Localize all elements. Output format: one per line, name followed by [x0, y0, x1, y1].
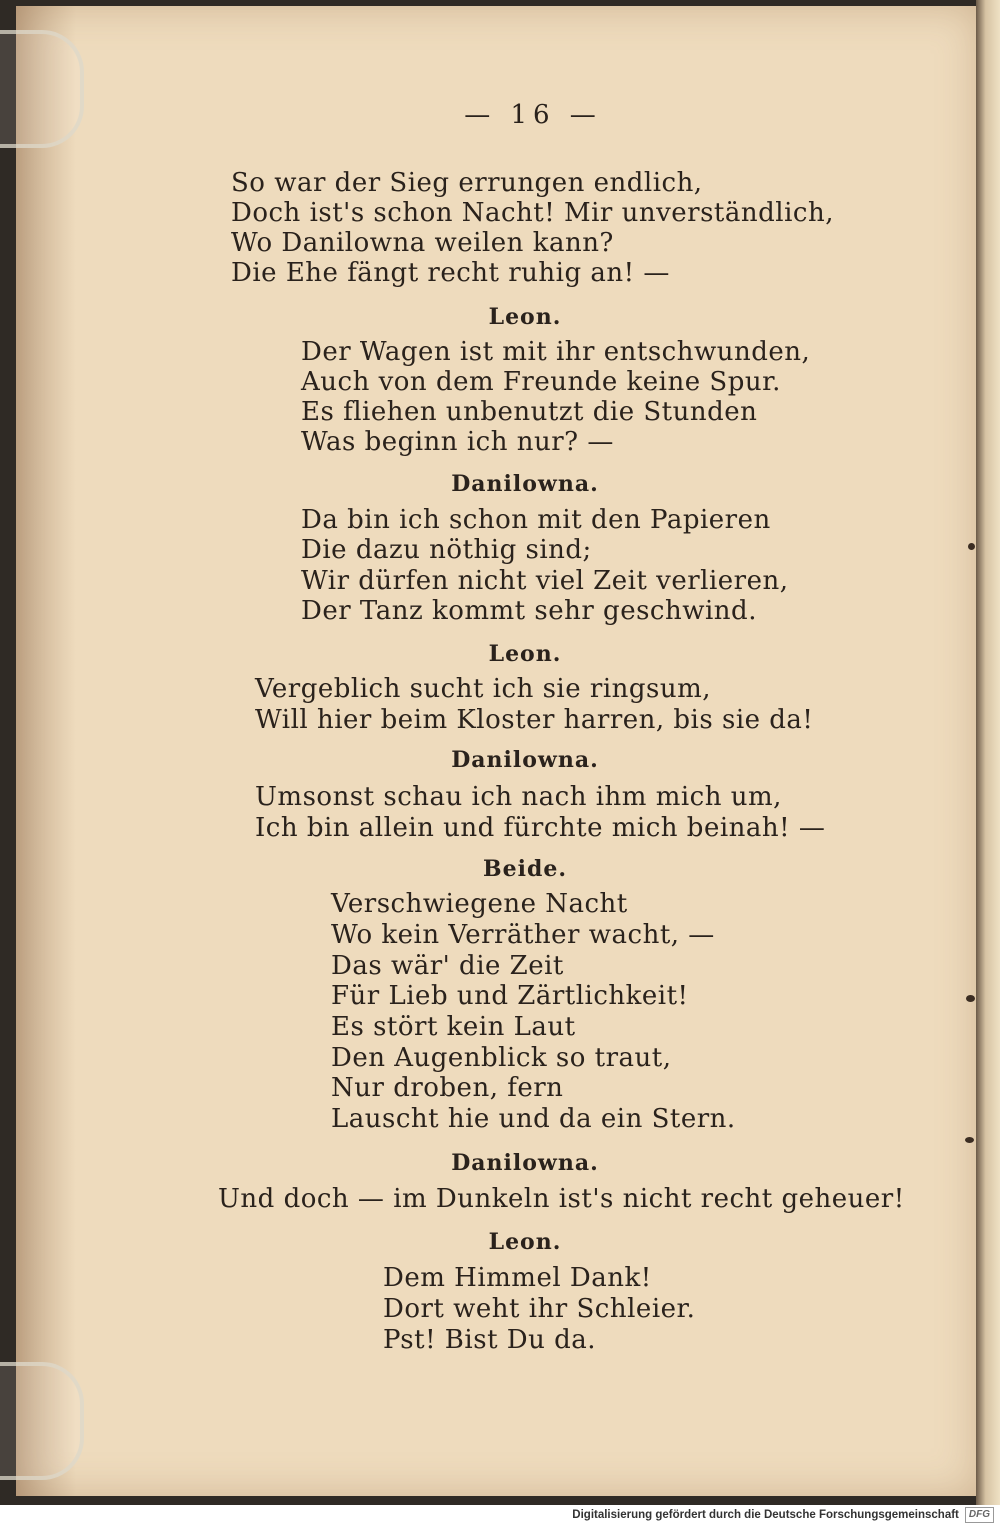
verse-line: Wo Danilowna weilen kann?	[231, 228, 614, 258]
verse-line: Die Ehe fängt recht ruhig an! —	[231, 258, 670, 288]
verse-line: Da bin ich schon mit den Papieren	[301, 505, 771, 535]
verse-line: Was beginn ich nur? —	[301, 427, 614, 457]
verse-line: Das wär' die Zeit	[331, 951, 564, 981]
page-number: — 16 —	[464, 100, 602, 130]
verse-line: Die dazu nöthig sind;	[301, 535, 592, 565]
binder-clip-top	[0, 30, 84, 148]
binder-clip-bottom	[0, 1362, 84, 1480]
ink-speck	[968, 543, 975, 550]
speaker-heading: Danilowna.	[451, 1150, 599, 1176]
verse-line: Vergeblich sucht ich sie ringsum,	[255, 674, 712, 704]
ink-speck	[965, 1137, 974, 1143]
verse-line: Auch von dem Freunde keine Spur.	[301, 367, 781, 397]
speaker-heading: Danilowna.	[451, 471, 599, 497]
verse-line: Doch ist's schon Nacht! Mir unverständlich,	[231, 198, 834, 228]
footer-text: Digitalisierung gefördert durch die Deutsche Forschungsgemeinschaft	[572, 1509, 959, 1521]
verse-line: Ich bin allein und fürchte mich beinah! —	[255, 813, 826, 843]
dfg-logo: DFG	[965, 1507, 994, 1523]
speaker-heading: Danilowna.	[451, 747, 599, 773]
verse-line: Pst! Bist Du da.	[383, 1325, 597, 1355]
verse-line: Will hier beim Kloster harren, bis sie da!	[255, 705, 814, 735]
speaker-heading: Leon.	[488, 1229, 562, 1255]
verse-line: So war der Sieg errungen endlich,	[231, 168, 703, 198]
speaker-heading: Leon.	[488, 304, 562, 330]
funding-footer	[572, 1507, 994, 1523]
ink-speck	[966, 995, 975, 1002]
verse-line: Der Wagen ist mit ihr entschwunden,	[301, 337, 811, 367]
speaker-heading: Beide.	[483, 856, 567, 882]
verse-line: Nur droben, fern	[331, 1073, 564, 1103]
verse-line: Wir dürfen nicht viel Zeit verlieren,	[301, 566, 789, 596]
verse-line: Verschwiegene Nacht	[331, 889, 628, 919]
verse-line: Lauscht hie und da ein Stern.	[331, 1104, 736, 1134]
verse-line: Dort weht ihr Schleier.	[383, 1294, 696, 1324]
verse-line: Umsonst schau ich nach ihm mich um,	[255, 782, 782, 812]
verse-line: Es stört kein Laut	[331, 1012, 576, 1042]
verse-line: Wo kein Verräther wacht, —	[331, 920, 715, 950]
verse-line: Für Lieb und Zärtlichkeit!	[331, 981, 689, 1011]
verse-line: Es fliehen unbenutzt die Stunden	[301, 397, 758, 427]
verse-line: Den Augenblick so traut,	[331, 1043, 672, 1073]
speaker-heading: Leon.	[488, 641, 562, 667]
verse-line: Dem Himmel Dank!	[383, 1263, 652, 1293]
verse-line: Der Tanz kommt sehr geschwind.	[301, 596, 757, 626]
verse-line: Und doch — im Dunkeln ist's nicht recht geheuer!	[218, 1184, 905, 1214]
